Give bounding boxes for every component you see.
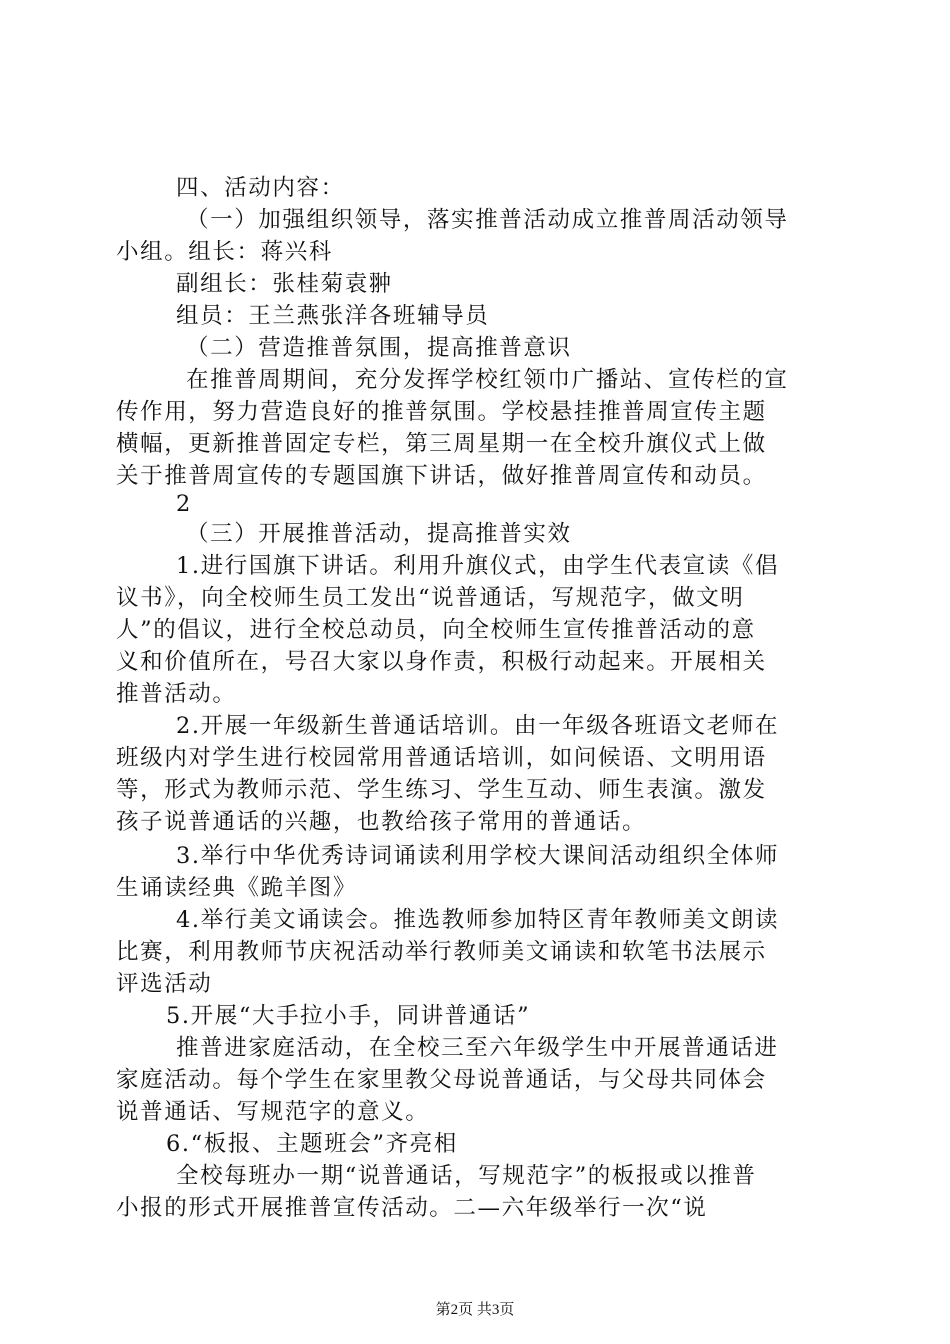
paragraph-line: 说普通话、写规范字的意义。: [116, 1099, 430, 1125]
list-item-line: 4.举行美文诵读会。推选教师参加特区青年教师美文朗读: [176, 907, 780, 933]
subsection-heading: （三）开展推普活动，提高推普实效: [186, 521, 572, 547]
paragraph-line: 孩子说普通话的兴趣，也教给孩子常用的普通话。: [116, 809, 647, 835]
page-footer: 第2页 共3页: [435, 1302, 515, 1318]
paragraph-line: 推普活动。: [116, 681, 237, 707]
paragraph-line: 比赛，利用教师节庆祝活动举行教师美文诵读和软笔书法展示: [116, 939, 767, 965]
paragraph-line: 班级内对学生进行校园常用普通话培训，如问候语、文明用语: [116, 745, 767, 771]
list-item-line: 2.开展一年级新生普通话培训。由一年级各班语文老师在: [176, 713, 780, 739]
paragraph-line: 生诵读经典《跪羊图》: [116, 875, 358, 901]
paragraph-line: 在推普周期间，充分发挥学校红领巾广播站、宣传栏的宣: [186, 367, 789, 393]
paragraph-line: 义和价值所在，号召大家以身作责，积极行动起来。开展相关: [116, 649, 767, 675]
subsection-heading: （一）加强组织领导，落实推普活动成立推普周活动领导: [186, 207, 789, 233]
paragraph-line: 人”的倡议，进行全校总动员，向全校师生宣传推普活动的意: [116, 617, 756, 643]
paragraph-line: 家庭活动。每个学生在家里教父母说普通话，与父母共同体会: [116, 1067, 767, 1093]
paragraph-line: 议书》，向全校师生员工发出“说普通话，写规范字，做文明: [116, 585, 745, 611]
page-number-inline: 2: [176, 491, 192, 517]
list-item-line: 5.开展“大手拉小手，同讲普通话”: [166, 1003, 531, 1029]
list-item-line: 3.举行中华优秀诗词诵读利用学校大课间活动组织全体师: [176, 843, 780, 869]
paragraph-line: 横幅，更新推普固定专栏，第三周星期一在全校升旗仪式上做: [116, 431, 767, 457]
paragraph-line: 小组。组长：蒋兴科: [116, 239, 333, 265]
paragraph-line: 传作用，努力营造良好的推普氛围。学校悬挂推普周宣传主题: [116, 399, 767, 425]
paragraph-line: 等，形式为教师示范、学生练习、学生互动、师生表演。激发: [116, 777, 767, 803]
subsection-heading: （二）营造推普氛围，提高推普意识: [186, 335, 572, 361]
paragraph-line: 评选活动: [116, 971, 213, 997]
paragraph-line: 推普进家庭活动，在全校三至六年级学生中开展普通话进: [176, 1035, 779, 1061]
paragraph-line: 关于推普周宣传的专题国旗下讲话，做好推普周宣传和动员。: [116, 463, 767, 489]
paragraph-line: 全校每班办一期“说普通话，写规范字”的板报或以推普: [176, 1163, 757, 1189]
paragraph-line: 副组长：张桂菊袁翀: [176, 271, 393, 297]
section-heading: 四、活动内容：: [176, 175, 345, 201]
paragraph-line: 组员：王兰燕张洋各班辅导员: [176, 303, 490, 329]
paragraph-line: 小报的形式开展推普宣传活动。二—六年级举行一次“说: [116, 1195, 708, 1221]
list-item-line: 6.“板报、主题班会”齐亮相: [166, 1131, 458, 1157]
list-item-line: 1.进行国旗下讲话。利用升旗仪式，由学生代表宣读《倡: [176, 553, 780, 579]
